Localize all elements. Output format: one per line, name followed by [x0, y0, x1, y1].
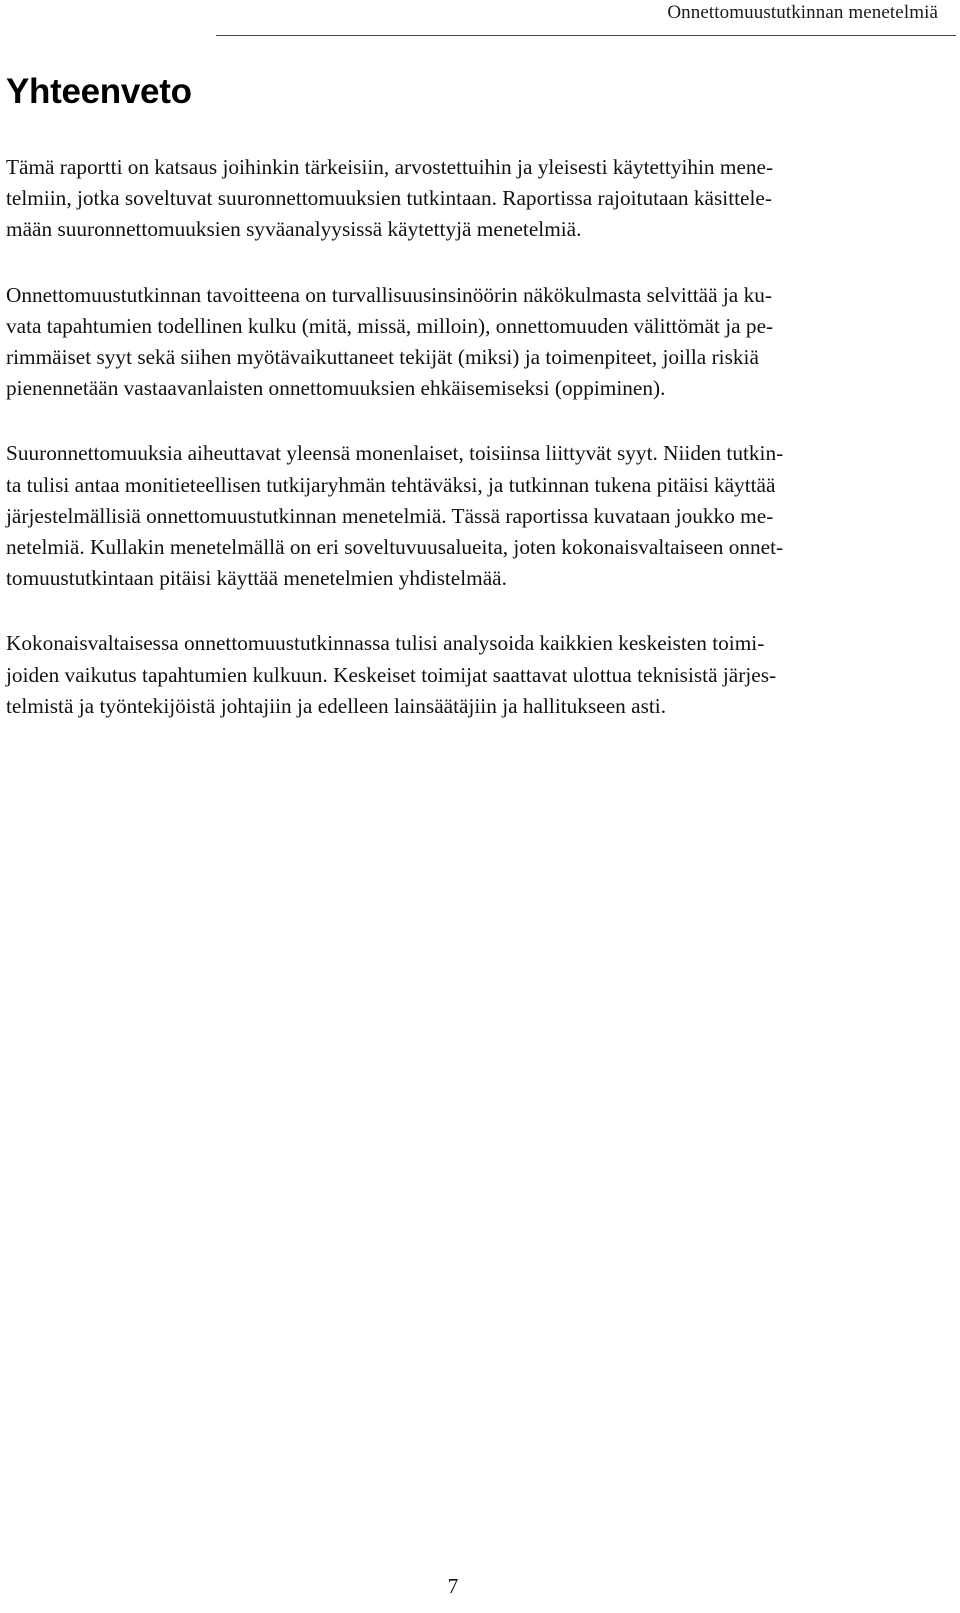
text-line: Onnettomuustutkinnan tavoitteena on turvallisuusinsinöörin näkökulmasta selvittää ja ku-: [6, 282, 772, 307]
text-line: netelmiä. Kullakin menetelmällä on eri soveltuvuusalueita, joten kokonaisvaltaiseen onnet-: [6, 535, 784, 560]
paragraph-actors: [6, 628, 928, 722]
running-header: Onnettomuustutkinnan menetelmiä: [667, 2, 938, 23]
text-line: telmistä ja työntekijöistä johtajiin ja edelleen lainsäätäjiin ja hallitukseen asti.: [6, 693, 667, 718]
text-line: mään suuronnettomuuksien syväanalyysissä käytettyjä menetelmiä.: [6, 217, 582, 242]
text-line: Suuronnettomuuksia aiheuttavat yleensä monenlaiset, toisiinsa liittyvät syyt. Niiden tutkin-: [6, 441, 784, 466]
text-line: rimmäiset syyt sekä siihen myötävaikuttaneet tekijät (miksi) ja toimenpiteet, joilla riskiä: [6, 345, 759, 370]
page-number: 7: [447, 1574, 459, 1598]
text-line: ta tulisi antaa monitieteellisen tutkijaryhmän tehtäväksi, ja tutkinnan tukena pitäisi käyttää: [6, 472, 776, 497]
text-line: joiden vaikutus tapahtumien kulkuun. Keskeiset toimijat saattavat ulottua teknisistä järjes-: [6, 662, 777, 687]
paragraph-intro: [6, 152, 928, 246]
paragraph-causes: [6, 438, 928, 594]
paragraph-goals: [6, 280, 928, 405]
body-text: [6, 152, 928, 756]
header-rule: [216, 35, 956, 36]
text-line: Kokonaisvaltaisessa onnettomuustutkinnassa tulisi analysoida kaikkien keskeisten toimi-: [6, 631, 765, 656]
text-line: telmiin, jotka soveltuvat suuronnettomuuksien tutkintaan. Raportissa rajoitutaan käsittele-: [6, 186, 772, 211]
page-title: Yhteenveto: [6, 72, 192, 111]
text-line: järjestelmällisiä onnettomuustutkinnan menetelmiä. Tässä raportissa kuvataan joukko me-: [6, 503, 774, 528]
text-line: tomuustutkintaan pitäisi käyttää menetelmien yhdistelmää.: [6, 566, 507, 591]
text-line: pienennetään vastaavanlaisten onnettomuuksien ehkäisemiseksi (oppiminen).: [6, 376, 666, 401]
text-line: vata tapahtumien todellinen kulku (mitä, missä, milloin), onnettomuuden välittömät ja pe-: [6, 313, 774, 338]
text-line: Tämä raportti on katsaus joihinkin tärkeisiin, arvostettuihin ja yleisesti käytettyihin mene-: [6, 155, 774, 179]
